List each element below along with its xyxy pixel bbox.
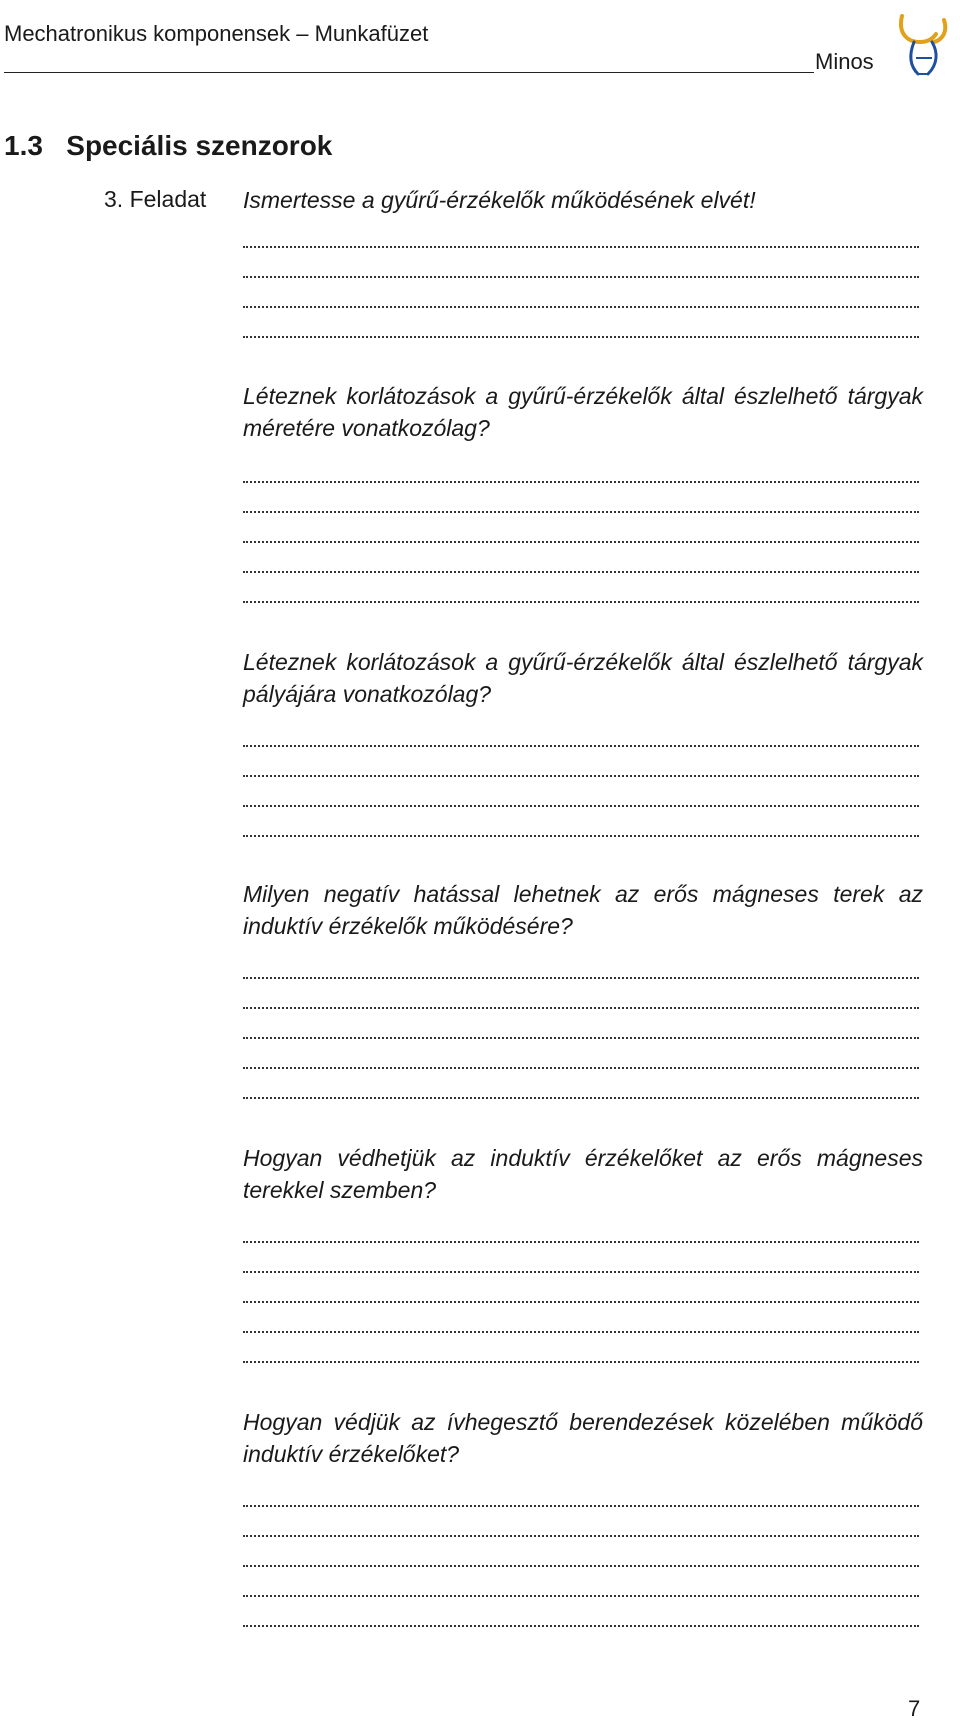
question-text: Léteznek korlátozások a gyűrű-érzékelők által észlelhető tárgyak méretére vonatkozólag? [243, 383, 923, 441]
answer-line[interactable] [243, 1505, 919, 1507]
header-brand: Minos [815, 49, 874, 74]
answer-line[interactable] [243, 835, 919, 837]
answer-line[interactable] [243, 1595, 919, 1597]
answer-line[interactable] [243, 1331, 919, 1333]
header-title: Mechatronikus komponensek – Munkafüzet [4, 21, 429, 46]
answer-line[interactable] [243, 1625, 919, 1627]
section-title: 1.3 Speciális szenzorok [4, 130, 333, 161]
answer-line[interactable] [243, 775, 919, 777]
answer-line[interactable] [243, 276, 919, 278]
answer-line[interactable] [243, 745, 919, 747]
question-text: Hogyan védjük az ívhegesztő berendezések közelében működő induktív érzékelőket? [243, 1409, 923, 1467]
question-text: Léteznek korlátozások a gyűrű-érzékelők által észlelhető tárgyak pályájára vonatkozólag? [243, 649, 923, 707]
answer-line[interactable] [243, 1037, 919, 1039]
answer-line[interactable] [243, 1067, 919, 1069]
question-text: Hogyan védhetjük az induktív érzékelőket az erős mágneses terekkel szemben? [243, 1145, 923, 1203]
question-text: Ismertesse a gyűrű-érzékelők működésének elvét! [243, 187, 756, 213]
answer-line[interactable] [243, 1361, 919, 1363]
answer-line[interactable] [243, 481, 919, 483]
answer-line[interactable] [243, 336, 919, 338]
answer-line[interactable] [243, 977, 919, 979]
question-text: Milyen negatív hatással lehetnek az erős mágneses terek az induktív érzékelők működésére? [243, 881, 923, 939]
answer-line[interactable] [243, 1565, 919, 1567]
page-number: 7 [908, 1696, 921, 1721]
answer-line[interactable] [243, 541, 919, 543]
answer-line[interactable] [243, 246, 919, 248]
task-label: 3. Feladat [104, 186, 207, 212]
answer-line[interactable] [243, 571, 919, 573]
answer-line[interactable] [243, 805, 919, 807]
answer-line[interactable] [243, 511, 919, 513]
answer-line[interactable] [243, 1007, 919, 1009]
answer-line[interactable] [243, 1535, 919, 1537]
answer-line[interactable] [243, 1271, 919, 1273]
minos-bull-logo-icon [896, 12, 952, 78]
header-rule [4, 72, 814, 73]
answer-line[interactable] [243, 1097, 919, 1099]
answer-line[interactable] [243, 1241, 919, 1243]
answer-line[interactable] [243, 1301, 919, 1303]
answer-line[interactable] [243, 306, 919, 308]
answer-line[interactable] [243, 601, 919, 603]
